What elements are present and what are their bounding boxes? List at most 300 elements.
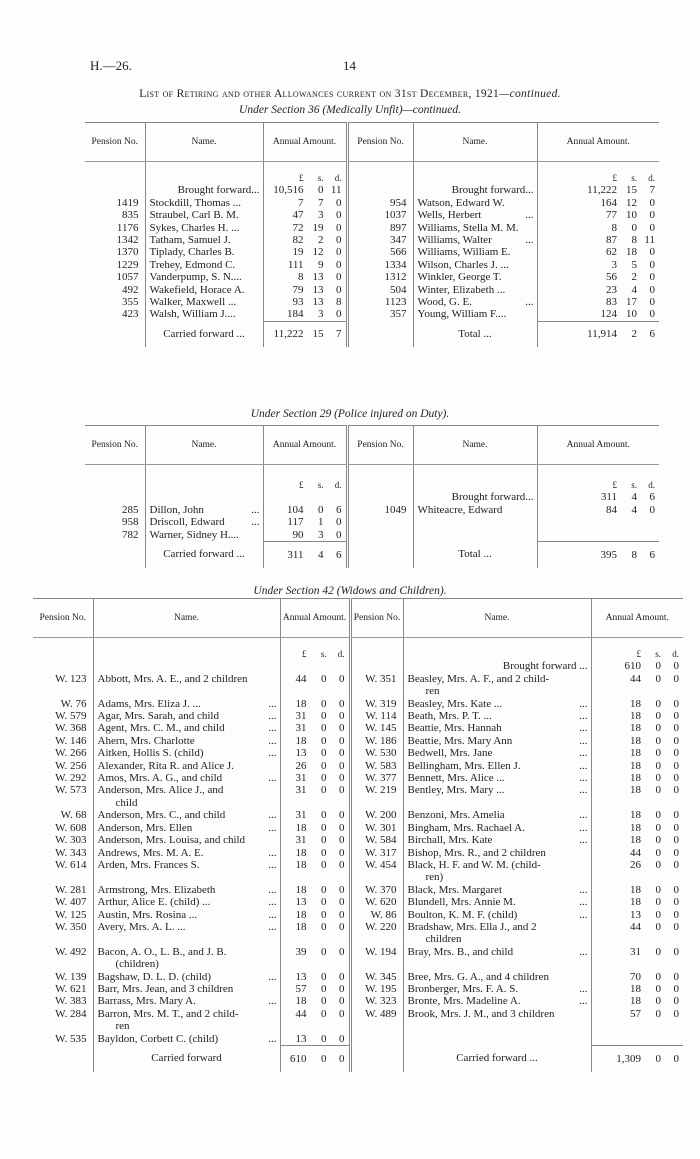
annual-amount — [592, 710, 684, 722]
shillings: 0 — [655, 821, 661, 834]
name-text: Straubel, Carl B. M. — [149, 209, 239, 222]
pensioner-name — [93, 822, 280, 834]
pensioner-name — [413, 259, 537, 271]
pounds: 77 — [606, 209, 617, 222]
table-row — [33, 735, 683, 747]
section-29-caption: Under Section 29 (Police injured on Duty). — [250, 408, 450, 420]
name-text: Bronberger, Mrs. F. A. S. — [407, 982, 519, 995]
pensioner-name — [145, 516, 263, 528]
pensioner-name — [413, 246, 537, 258]
total-amount — [264, 328, 346, 340]
pensioner-name — [413, 284, 537, 296]
pound-unit: £ — [636, 649, 641, 659]
pence: 0 — [339, 672, 345, 685]
pensioner-name — [93, 735, 280, 747]
table-row — [33, 660, 683, 672]
leader-dots: ... — [579, 759, 588, 772]
pensioner-name — [93, 847, 280, 859]
shillings: 0 — [321, 759, 327, 772]
annual-amount — [592, 822, 684, 834]
pence: 0 — [673, 697, 679, 710]
pensioner-name — [93, 909, 280, 921]
pence: 0 — [649, 246, 655, 259]
pence: 0 — [649, 283, 655, 296]
annual-amount — [281, 710, 349, 722]
leader-dots: ... — [251, 503, 260, 516]
name-text: Black, Mrs. Margaret — [407, 883, 502, 896]
pension-number: W. 125 — [55, 908, 87, 921]
pension-number: W. 579 — [55, 710, 87, 723]
pounds: 18 — [630, 759, 641, 772]
pence: 0 — [339, 995, 345, 1008]
leader-dots: ... — [268, 896, 277, 909]
pence: 0 — [336, 283, 342, 296]
shillings: 0 — [655, 809, 661, 822]
leader-dots: ... — [579, 809, 588, 822]
pounds: 44 — [630, 672, 641, 685]
pension-number: W. 317 — [350, 847, 403, 859]
shillings: 0 — [321, 809, 327, 822]
pensioner-name — [413, 209, 537, 221]
pounds: 72 — [292, 221, 304, 234]
table-row — [33, 971, 683, 983]
name-text: Bacon, A. O., L. B., and J. B. — [97, 945, 227, 958]
table-row — [33, 673, 683, 698]
name-text: Beath, Mrs. P. T. ... — [407, 710, 492, 723]
pounds: 10,516 — [273, 184, 304, 197]
shillings: 0 — [321, 908, 327, 921]
pounds: 11,222 — [587, 184, 617, 197]
pounds: 18 — [630, 982, 641, 995]
pension-number: 835 — [122, 209, 139, 222]
name-text: Bedwell, Mrs. Jane — [407, 747, 493, 760]
shillings: 9 — [318, 258, 324, 271]
name-text: Wilson, Charles J. ... — [417, 258, 509, 271]
name-text: Barr, Mrs. Jean, and 3 children — [97, 982, 234, 995]
pension-number: W. 146 — [55, 734, 87, 747]
name-text: Bradshaw, Mrs. Ella J., and 2 — [407, 920, 537, 933]
shillings: 0 — [655, 883, 661, 896]
pension-number: W. 351 — [350, 673, 403, 698]
pence: 0 — [673, 821, 679, 834]
pence: 0 — [339, 821, 345, 834]
shillings: 0 — [321, 1007, 327, 1020]
pounds: 26 — [295, 759, 307, 772]
shillings: 4 — [631, 503, 637, 516]
pounds: 18 — [630, 734, 641, 747]
pension-number: W. 368 — [55, 722, 87, 735]
table-row — [33, 710, 683, 722]
table-row — [33, 884, 683, 896]
annual-amount — [264, 259, 346, 271]
shillings: 15 — [626, 184, 637, 197]
shillings: 0 — [321, 1032, 327, 1045]
shillings: 0 — [655, 710, 661, 723]
name-header: Name. — [93, 599, 280, 638]
leader-dots: ... — [268, 883, 277, 896]
table-row — [85, 284, 659, 296]
pounds: 90 — [292, 528, 304, 541]
pension-number: W. 573 — [55, 784, 87, 797]
total-label — [403, 1046, 591, 1072]
table-row — [33, 896, 683, 908]
table-row — [33, 983, 683, 995]
shillings: 0 — [321, 945, 327, 958]
pension-number: W. 530 — [350, 747, 403, 759]
pension-no-header: Pension No. — [85, 123, 145, 162]
pension-number: W. 123 — [55, 672, 87, 685]
pounds: 111 — [287, 258, 304, 271]
pensioner-name — [403, 946, 591, 971]
shillings: 0 — [655, 896, 661, 909]
table-row — [85, 296, 659, 308]
leader-dots: ... — [579, 784, 588, 797]
pensioner-name — [93, 760, 280, 772]
pence: 0 — [339, 883, 345, 896]
shillings: 5 — [631, 258, 637, 271]
shillings: 2 — [318, 234, 324, 247]
shillings: 4 — [318, 548, 324, 561]
table-row — [85, 465, 659, 492]
pension-no-header: Pension No. — [33, 599, 93, 638]
leader-dots: ... — [579, 883, 588, 896]
pension-number: W. 370 — [350, 884, 403, 896]
name-text: Brook, Mrs. J. M., and 3 children — [407, 1007, 555, 1020]
table-row — [33, 722, 683, 734]
name-text: Armstrong, Mrs. Elizabeth — [97, 883, 216, 896]
name-text: Agar, Mrs. Sarah, and child — [97, 710, 219, 723]
name-text: Avery, Mrs. A. L. ... — [97, 920, 186, 933]
annual-amount — [264, 296, 346, 308]
shillings: 0 — [655, 660, 661, 673]
name-text: Adams, Mrs. Eliza J. ... — [97, 697, 201, 710]
pound-unit: £ — [612, 173, 617, 183]
pounds: 18 — [295, 908, 307, 921]
shillings: 0 — [655, 784, 661, 797]
annual-amount — [281, 983, 349, 995]
pension-number: 357 — [347, 308, 413, 321]
pension-number: 1037 — [347, 209, 413, 221]
pensioner-name — [145, 284, 263, 296]
table-row — [33, 1033, 683, 1046]
shillings: 7 — [318, 196, 324, 209]
pensioner-name — [93, 896, 280, 908]
annual-amount — [592, 1008, 684, 1020]
pounds: 79 — [292, 283, 304, 296]
name-text: Boulton, K. M. F. (child) — [407, 908, 518, 921]
annual-amount — [538, 197, 660, 209]
name-text: Aitken, Hollis S. (child) — [97, 747, 204, 760]
pension-number: 1342 — [116, 234, 139, 247]
annual-amount-header: Annual Amount. — [280, 599, 350, 638]
annual-amount — [281, 822, 349, 834]
pension-number: W. 219 — [350, 784, 403, 809]
pence: 0 — [673, 772, 679, 785]
pounds: 124 — [600, 308, 617, 321]
name-text: Beattie, Mrs. Hannah — [407, 722, 502, 735]
shillings: 0 — [321, 710, 327, 723]
pounds: 84 — [606, 503, 617, 516]
pension-number: W. 114 — [350, 710, 403, 722]
pence: 0 — [649, 209, 655, 222]
shillings: 0 — [655, 846, 661, 859]
name-text: Black, H. F. and W. M. (child- — [407, 858, 541, 871]
pensioner-name — [145, 234, 263, 246]
brought-forward-label: Brought forward... — [145, 184, 263, 196]
pensioner-name — [93, 1008, 280, 1033]
shillings: 2 — [631, 328, 637, 341]
pence: 0 — [336, 271, 342, 284]
table-row — [85, 234, 659, 246]
pension-number: W. 256 — [55, 759, 87, 772]
shillings: 0 — [655, 672, 661, 685]
annual-amount — [592, 834, 684, 846]
annual-amount — [264, 234, 346, 246]
pensioner-name — [145, 259, 263, 271]
pence: 0 — [673, 896, 679, 909]
carried-forward-label — [93, 1046, 280, 1072]
pounds: 104 — [287, 503, 304, 516]
total-row — [85, 321, 659, 347]
pensioner-name — [403, 747, 591, 759]
shillings: 0 — [655, 945, 661, 958]
shillings: 0 — [655, 722, 661, 735]
shillings: 0 — [655, 834, 661, 847]
pensioner-name — [403, 822, 591, 834]
name-header: Name. — [413, 123, 537, 162]
pence: 0 — [339, 834, 345, 847]
pensioner-name — [403, 784, 591, 809]
pensioner-name — [403, 896, 591, 908]
annual-amount — [538, 296, 660, 308]
shillings: 0 — [321, 722, 327, 735]
pounds: 610 — [624, 660, 641, 673]
pence-unit: d. — [334, 480, 342, 490]
leader-dots: ... — [268, 846, 277, 859]
pensioner-name — [413, 222, 537, 234]
pension-number: 954 — [347, 197, 413, 209]
pence: 7 — [649, 184, 655, 197]
pensioner-name — [93, 772, 280, 784]
pounds: 57 — [295, 982, 307, 995]
pensioner-name — [93, 971, 280, 983]
pence: 0 — [673, 722, 679, 735]
name-text: Wood, G. E. — [417, 296, 472, 309]
name-text: Walker, Maxwell ... — [149, 296, 237, 309]
name-continuation: ren) — [425, 871, 444, 884]
name-text: Bagshaw, D. L. D. (child) — [97, 970, 212, 983]
annual-amount — [592, 884, 684, 896]
name-continuation: ren — [425, 685, 440, 698]
pension-number: W. 200 — [350, 809, 403, 821]
shillings: 13 — [312, 296, 324, 309]
leader-dots: ... — [268, 821, 277, 834]
shillings: 0 — [655, 858, 661, 871]
shillings: 0 — [655, 772, 661, 785]
pounds: 164 — [600, 196, 617, 209]
annual-amount — [538, 284, 660, 296]
shillings: 0 — [321, 672, 327, 685]
pounds: 18 — [630, 995, 641, 1008]
pounds: 83 — [606, 296, 617, 309]
annual-amount — [264, 504, 346, 516]
pence: 0 — [673, 747, 679, 760]
table-row — [85, 516, 659, 528]
leader-dots: ... — [268, 722, 277, 735]
pence: 6 — [649, 548, 655, 561]
name-text: Tatham, Samuel J. — [149, 234, 231, 247]
pence: 11 — [330, 184, 342, 197]
pounds: 18 — [630, 722, 641, 735]
pounds: 93 — [292, 296, 304, 309]
shilling-unit: s. — [317, 173, 324, 183]
name-text: Bronte, Mrs. Madeline A. — [407, 995, 521, 1008]
pension-number: W. 139 — [55, 970, 87, 983]
pounds: 395 — [600, 548, 617, 561]
shillings: 0 — [321, 734, 327, 747]
shillings: 0 — [655, 1007, 661, 1020]
annual-amount — [281, 896, 349, 908]
total-label — [413, 542, 537, 568]
pension-number: W. 614 — [55, 858, 87, 871]
name-header: Name. — [145, 123, 263, 162]
pounds: 610 — [290, 1052, 307, 1065]
leader-dots: ... — [579, 772, 588, 785]
pounds: 62 — [606, 246, 617, 259]
leader-dots: ... — [579, 697, 588, 710]
name-text: Warner, Sidney H.... — [149, 528, 239, 541]
pounds: 18 — [295, 821, 307, 834]
name-text: Tiplady, Charles B. — [149, 246, 235, 259]
shillings: 0 — [655, 747, 661, 760]
annual-amount — [592, 809, 684, 821]
pence: 0 — [336, 221, 342, 234]
total-row — [33, 1046, 683, 1072]
pensioner-name — [413, 271, 537, 283]
pension-number: W. 345 — [350, 971, 403, 983]
pence: 6 — [649, 328, 655, 341]
pension-no-header: Pension No. — [347, 123, 413, 162]
annual-amount-header: Annual Amount. — [263, 426, 347, 465]
shillings: 3 — [318, 209, 324, 222]
shillings: 0 — [318, 503, 324, 516]
pensioner-name — [403, 995, 591, 1007]
leader-dots: ... — [268, 858, 277, 871]
pence: 0 — [339, 1052, 345, 1065]
pensioner-name — [93, 995, 280, 1007]
pensioner-name — [93, 722, 280, 734]
pensioner-name — [403, 859, 591, 884]
pensioner-name — [403, 1008, 591, 1033]
pence: 0 — [673, 834, 679, 847]
table-row — [33, 809, 683, 821]
table-row — [85, 209, 659, 221]
pounds: 18 — [630, 809, 641, 822]
pounds: 18 — [630, 784, 641, 797]
shilling-unit: s. — [631, 480, 637, 490]
annual-amount — [281, 909, 349, 921]
pensioner-name — [145, 246, 263, 258]
name-text: Williams, William E. — [417, 246, 511, 259]
leader-dots: ... — [579, 995, 588, 1008]
shilling-unit: s. — [631, 173, 637, 183]
table-row — [33, 1008, 683, 1033]
pension-number: W. 68 — [60, 809, 87, 822]
leader-dots: ... — [268, 747, 277, 760]
pensioner-name — [403, 772, 591, 784]
name-continuation: ren — [115, 1020, 130, 1033]
name-text: Wakefield, Horace A. — [149, 283, 245, 296]
shillings: 0 — [655, 734, 661, 747]
pounds: 13 — [295, 896, 307, 909]
name-text: Anderson, Mrs. Louisa, and child — [97, 834, 246, 847]
pension-number: 1419 — [116, 196, 139, 209]
pounds: 13 — [295, 747, 307, 760]
annual-amount — [281, 784, 349, 796]
name-text: Bayldon, Corbett C. (child) — [97, 1032, 219, 1045]
total-amount — [538, 549, 660, 561]
name-continuation: (children) — [115, 958, 159, 971]
leader-dots: ... — [268, 970, 277, 983]
leader-dots: ... — [268, 809, 277, 822]
pension-number: 504 — [347, 284, 413, 296]
shillings: 17 — [626, 296, 637, 309]
pound-unit: £ — [299, 173, 304, 183]
pension-number: 285 — [122, 503, 139, 516]
pence-unit: d. — [334, 173, 342, 183]
pounds: 13 — [295, 1032, 307, 1045]
annual-amount — [538, 504, 660, 516]
brought-forward-amount — [264, 184, 346, 196]
pounds: 18 — [630, 896, 641, 909]
leader-dots: ... — [525, 209, 534, 222]
pence: 0 — [336, 209, 342, 222]
pension-number: W. 301 — [350, 822, 403, 834]
carried-forward-label — [145, 321, 263, 347]
shillings: 0 — [321, 1052, 327, 1065]
pension-number: 897 — [347, 222, 413, 234]
pension-no-header: Pension No. — [347, 426, 413, 465]
pension-number: W. 186 — [350, 735, 403, 747]
pension-number: W. 195 — [350, 983, 403, 995]
pensioner-name — [403, 735, 591, 747]
annual-amount — [281, 971, 349, 983]
pounds: 311 — [287, 548, 304, 561]
pounds: 31 — [295, 710, 307, 723]
annual-amount — [592, 784, 684, 796]
annual-amount-header: Annual Amount. — [263, 123, 347, 162]
pensioner-name — [93, 809, 280, 821]
annual-amount — [592, 983, 684, 995]
pence: 0 — [673, 1007, 679, 1020]
shillings: 0 — [655, 759, 661, 772]
name-text: Ahern, Mrs. Charlotte — [97, 734, 195, 747]
pensioner-name — [403, 673, 591, 698]
pence: 0 — [339, 710, 345, 723]
pensioner-name — [93, 747, 280, 759]
pensioner-name — [403, 971, 591, 983]
pensioner-name — [145, 197, 263, 209]
pence: 0 — [339, 1032, 345, 1045]
pence: 0 — [339, 945, 345, 958]
name-text: Beattie, Mrs. Mary Ann — [407, 734, 513, 747]
pounds: 56 — [606, 271, 617, 284]
total-row — [85, 542, 659, 568]
pensioner-name — [403, 884, 591, 896]
shillings: 0 — [655, 970, 661, 983]
annual-amount — [592, 698, 684, 710]
shillings: 0 — [655, 982, 661, 995]
